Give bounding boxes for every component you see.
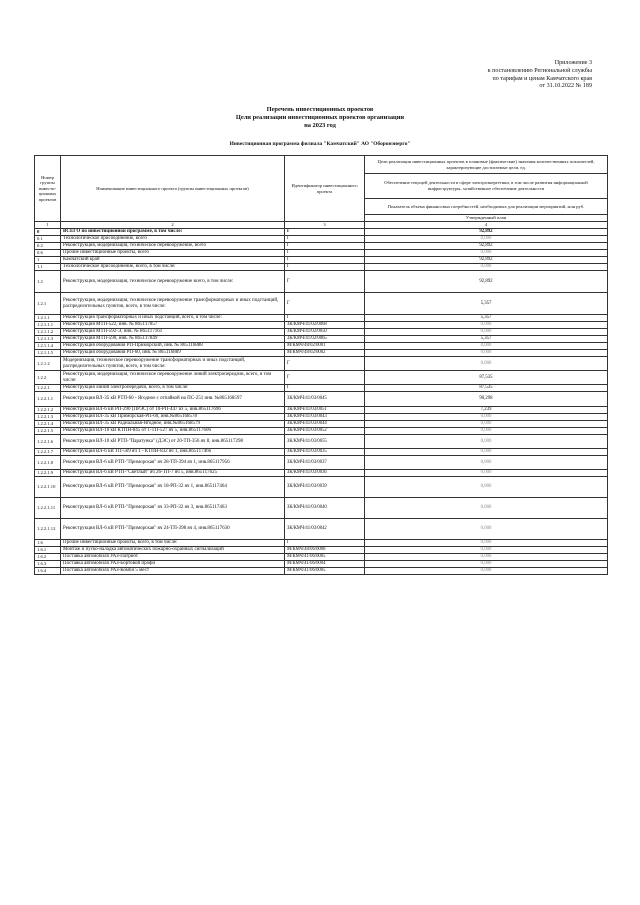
row-name-cell: Реконструкция ВЛ-35 кВ Приморская-РП-60, инв.№865168578 [61,414,285,421]
row-number-cell: 1.2.2.1.5 [35,428,61,435]
row-number-cell: 1.1 [35,264,61,271]
row-id-cell: ЗК/КМЧ/41/03/0035 [285,449,365,456]
table-row [35,371,608,385]
table-row [35,243,608,250]
row-number-cell: 1.2.1.1.5 [35,350,61,357]
row-name-cell: Реконструкция оборудования РП-Приморский, инв. № 865116888 [61,343,285,350]
row-value-cell: 0,000 [365,470,608,477]
row-number-cell: 0 [35,229,61,236]
row-value-cell: 0,000 [365,236,608,243]
row-value-cell: 0,000 [365,350,608,357]
row-name-cell: Реконструкция, модернизация, техническое перевооружение всего, в том числе: [61,271,285,293]
row-number-cell: 1.6.1 [35,547,61,554]
table-row [35,350,608,357]
row-value-cell: 0,000 [365,498,608,519]
table-row [35,519,608,540]
row-value-cell: 92,892 [365,271,608,293]
table-row [35,357,608,371]
table-row [35,540,608,547]
row-name-cell: Реконструкция ВЛ-6 кВ РТП-"Светлый" яч 26-ТП-7 яч 5, инв.865117625 [61,470,285,477]
table-row [35,456,608,470]
row-name-cell: Реконструкция трансформаторных и иных подстанций, всего, в том числе: [61,315,285,322]
row-value-cell: 0,000 [365,449,608,456]
row-name-cell: Реконструкция ВЛ-6 кВ РТП-"Приморская" яч 18-РП-32 яч 1, инв.865117464 [61,477,285,498]
row-number-cell: 1.2.1 [35,293,61,315]
row-value-cell: 92,892 [365,229,608,236]
table-row [35,414,608,421]
row-number-cell: 1.2.2.1.9 [35,470,61,477]
row-number-cell: 0.6 [35,250,61,257]
row-name-cell: Реконструкция, модернизация, техническое перевооружение линий электропередачи, всего, в том числе: [61,371,285,385]
table-row [35,315,608,322]
investment-projects-table [34,155,608,575]
row-id-cell: М/КМЧ/48/06/0008 [285,547,365,554]
colnum-1: 1 [35,222,61,229]
row-name-cell: Модернизация, техническое перевооружение трансформаторных и иных подстанций, распределительных пунктов, всего, в том числе: [61,357,285,371]
row-number-cell: 1.2.1.1.3 [35,336,61,343]
table-row [35,428,608,435]
row-value-cell: 0,000 [365,343,608,350]
table-row [35,264,608,271]
row-name-cell: Реконструкция ВЛ-6 кВ РТП-"Приморская" яч 28-ТП-394 яч 1, инв.865117956 [61,456,285,470]
appendix-line-4: от 31.10.2022 № 189 [539,83,592,90]
header-goal: Цели реализации инвестиционных проектов в плановые (фактические) значения количественных показателей, характеризующие достигаемые цели, ед. [365,156,608,174]
row-number-cell: 1.2.1.1.2 [35,329,61,336]
row-id-cell: ЗК/КМЧ/41/03/0042 [285,519,365,540]
row-id-cell: Г [285,257,365,264]
row-id-cell: Г [285,229,365,236]
row-number-cell: 1.2.2.1.6 [35,435,61,449]
row-value-cell: 0,000 [365,547,608,554]
row-id-cell: ЗК/КМЧ/41/02/0068 [285,322,365,329]
row-id-cell: Г [285,371,365,385]
program-name: Инвестиционная программа филиала "Камчатский" АО "Оборонэнерго" [229,141,411,147]
row-id-cell: ЗК/КМЧ/41/02/0065 [285,336,365,343]
row-id-cell: Г [285,357,365,371]
table-row [35,322,608,329]
row-name-cell: Реконструкция ВЛ-10 кВ КТПН-845 от 1-ТП-527 яч 5, инв.865117606 [61,428,285,435]
row-name-cell: Прочие инвестиционные проекты, всего, в том числе: [61,540,285,547]
table-row [35,257,608,264]
row-id-cell: Г [285,293,365,315]
row-name-cell: Реконструкция ВЛ-6 кВ РТП-"Приморская" яч 33-РП-32 яч 3, инв.865117463 [61,498,285,519]
table-row [35,547,608,554]
row-number-cell: 1.6.3 [35,561,61,568]
row-id-cell: ЗК/КМЧ/41/03/0043 [285,414,365,421]
row-value-cell: 0,000 [365,357,608,371]
row-value-cell: 0,000 [365,540,608,547]
row-name-cell: Технологическое присоединение, всего [61,236,285,243]
row-name-cell: Поставка автомобиля УАЗ-Бортовой профи [61,561,285,568]
row-id-cell: Г [285,271,365,293]
table-row [35,329,608,336]
row-name-cell: Монтаж и пуско-наладка автоматических пожарно-охранных сигнализаций [61,547,285,554]
row-id-cell: ЗК/КМЧ/41/02/0050 [285,329,365,336]
table-row [35,470,608,477]
table-row [35,435,608,449]
row-id-cell: Г [285,315,365,322]
row-value-cell: 7,239 [365,407,608,414]
row-value-cell: 0,000 [365,561,608,568]
title-line-3: на 2023 год [304,122,336,130]
row-value-cell: 0,000 [365,456,608,470]
row-name-cell: Реконструкция ВЛ-6 кВ РТП-"Приморская" яч 24-ТП-398 яч 4, инв.865117630 [61,519,285,540]
row-value-cell: 0,000 [365,477,608,498]
row-number-cell: 0.1 [35,236,61,243]
row-number-cell: 1.6.2 [35,554,61,561]
row-name-cell: Поставка автомобиля УАЗ-Патриот [61,554,285,561]
table-row [35,554,608,561]
row-id-cell: М/КМЧ/48/02/0002 [285,350,365,357]
row-id-cell: ЗК/КМЧ/41/03/0039 [285,477,365,498]
table-row [35,236,608,243]
row-id-cell: Г [285,264,365,271]
table-row [35,449,608,456]
appendix-line-3: по тарифам и ценам Камчатского края [492,75,592,82]
table-row [35,336,608,343]
row-id-cell: ЗК/КМЧ/41/03/0044 [285,421,365,428]
row-value-cell: 0,000 [365,428,608,435]
table-row [35,407,608,414]
row-value-cell: 0,000 [365,421,608,428]
row-id-cell: Г [285,540,365,547]
row-name-cell: Прочие инвестиционные проекты, всего [61,250,285,257]
row-name-cell: Камчатский край [61,257,285,264]
row-value-cell: 92,892 [365,257,608,264]
header-name: Наименование инвестиционного проекта (группы инвестиционных проектов) [61,156,285,222]
colnum-4: 4 [365,222,608,229]
row-value-cell: 0,000 [365,519,608,540]
row-id-cell: Г [285,250,365,257]
appendix-line-2: к постановлению Региональной службы [487,67,592,74]
row-name-cell: Реконструкция МТП-592-Э, инв. № 865117161 [61,329,285,336]
header-sub-plan: Утвержденный план [365,215,608,222]
row-id-cell: М/КМЧ/48/02/0001 [285,343,365,350]
table-row [35,568,608,575]
row-number-cell: 1.2.2.1.8 [35,456,61,470]
row-id-cell: Г [285,243,365,250]
row-name-cell: Реконструкция, модернизация, техническое перевооружение трансформаторных и иных подстанций, распределительных пунктов, всего, в том числе: [61,293,285,315]
row-id-cell: ЗК/КМЧ/41/03/0045 [285,392,365,407]
appendix-line-1: Приложение 3 [554,60,592,66]
row-id-cell: ЗК/КМЧ/41/03/0051 [285,407,365,414]
row-name-cell: ВСЕГО по инвестиционной программе, в том числе: [61,229,285,236]
row-value-cell: 5,357 [365,293,608,315]
row-name-cell: Поставка автомобиля УАЗ-Комби 5 мест [61,568,285,575]
row-number-cell: 1.6.4 [35,568,61,575]
row-value-cell: 0,000 [365,250,608,257]
row-value-cell: 5,357 [365,315,608,322]
row-number-cell: 1.2.1.1.1 [35,322,61,329]
row-value-cell: 90,298 [365,392,608,407]
table-row [35,343,608,350]
colnum-2: 2 [61,222,285,229]
row-number-cell: 1.2.2.1.10 [35,477,61,498]
row-number-cell: 1.2.2.1.11 [35,498,61,519]
table-row [35,421,608,428]
header-id: Идентификатор инвестиционного проекта [285,156,365,222]
row-name-cell: Реконструкция МТП-590, инв. № 865117849 [61,336,285,343]
row-id-cell: ЗК/КМЧ/41/03/0052 [285,428,365,435]
row-id-cell: ЗК/КМЧ/41/03/0055 [285,435,365,449]
row-name-cell: Реконструкция ВЛ-6 кВ РП-290 (ПРЭС) от 10-РП-447 из 5, инв.865117696 [61,407,285,414]
row-name-cell: Технологическое присоединение, всего, в том числе: [61,264,285,271]
header-sub-finance: Показатель объема финансовых потребностей, необходимых для реализации мероприятий, млн руб. [365,199,608,215]
row-number-cell: 1.2.1.2 [35,357,61,371]
row-value-cell: 0,000 [365,322,608,329]
row-value-cell: 0,000 [365,414,608,421]
row-number-cell: 1.2.1.1 [35,315,61,322]
row-number-cell: 1.2.2.1 [35,385,61,392]
row-name-cell: Реконструкция ВЛ-10 кВ РТП-"Паратунка" (ДЭС) от 20-ТП-356 яч 8, инв.865117298 [61,435,285,449]
appendix-block [402,60,592,91]
row-name-cell: Реконструкция оборудования РП-60, инв. № 865116889 [61,350,285,357]
row-value-cell: 0,000 [365,264,608,271]
row-id-cell: М/КМЧ/41/06/0004 [285,561,365,568]
row-id-cell: ЗК/КМЧ/41/03/0037 [285,456,365,470]
row-number-cell: 1.2.2.1.3 [35,414,61,421]
row-number-cell: 1.2.2 [35,371,61,385]
row-value-cell: 0,000 [365,329,608,336]
row-value-cell: 5,357 [365,336,608,343]
table-row [35,561,608,568]
table-row [35,498,608,519]
row-value-cell: 87,535 [365,385,608,392]
table-row [35,392,608,407]
table-row [35,250,608,257]
row-number-cell: 1.2.2.1.2 [35,407,61,414]
row-number-cell: 1.2.2.1.12 [35,519,61,540]
row-name-cell: Реконструкция МТП-522, инв. № 865117857 [61,322,285,329]
header-num: Номер группы инвести-ционных проектов [35,156,61,222]
row-name-cell: Реконструкция ВЛ-35 кВ РТП-60 - Ягодное с отпайкой на ПС-251 инв. №865168597 [61,392,285,407]
row-id-cell: М/КМЧ/41/06/0005 [285,554,365,561]
row-id-cell: М/КМЧ/41/06/0005 [285,568,365,575]
row-name-cell: Реконструкция ВЛ-35 кВ Радиальная-Ягодное, инв.№865168579 [61,421,285,428]
row-id-cell: ЗК/КМЧ/41/03/0036 [285,470,365,477]
row-name-cell: Реконструкция линий электропередачи, всего, в том числе: [61,385,285,392]
row-number-cell: 1.6 [35,540,61,547]
document-title [0,106,640,130]
row-id-cell: Г [285,236,365,243]
row-value-cell: 92,892 [365,243,608,250]
row-value-cell: 0,000 [365,554,608,561]
row-number-cell: 1.2.2.1.7 [35,449,61,456]
row-number-cell: 1 [35,257,61,264]
table-row [35,385,608,392]
row-number-cell: 1.2.2.1.4 [35,421,61,428]
table-row [35,477,608,498]
row-number-cell: 1.2 [35,271,61,293]
row-name-cell: Реконструкция, модернизация, техническое перевооружение, всего [61,243,285,250]
row-value-cell: 0,000 [365,568,608,575]
table-row [35,229,608,236]
row-value-cell: 0,000 [365,435,608,449]
table-row [35,293,608,315]
title-line-2: Цели реализации инвестиционных проектов организации [235,114,405,122]
row-number-cell: 1.2.2.1.1 [35,392,61,407]
row-number-cell: 0.2 [35,243,61,250]
header-sub-operations: Обеспечение текущей деятельности в сфере электроэнергетики, в том числе развития информационной инфраструктуры, хозяйственное обеспечение деятельности [365,174,608,199]
row-id-cell: ЗК/КМЧ/41/03/0040 [285,498,365,519]
colnum-3: 3 [285,222,365,229]
row-name-cell: Реконструкция ВЛ-6 кВ ТП-569 яч 1 - КТПН-832 яч 1, инв.865117466 [61,449,285,456]
row-number-cell: 1.2.1.1.4 [35,343,61,350]
row-value-cell: 87,535 [365,371,608,385]
row-id-cell: Г [285,385,365,392]
title-line-1: Перечень инвестиционных проектов [266,106,374,113]
table-row [35,271,608,293]
